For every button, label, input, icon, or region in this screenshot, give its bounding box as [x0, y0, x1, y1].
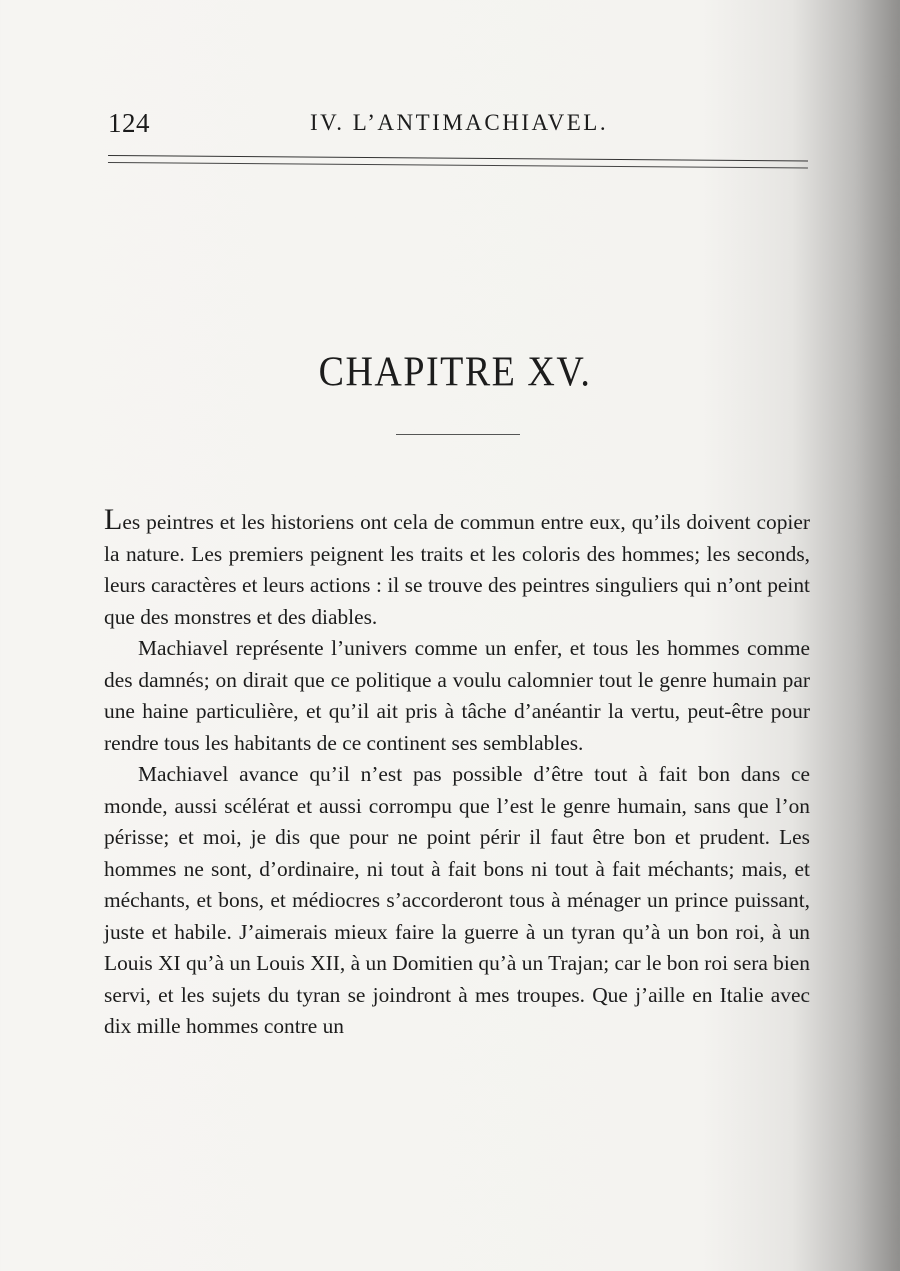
title-rule — [396, 434, 520, 435]
paragraph-3: Machiavel avance qu’il n’est pas possible d’être tout à fait bon dans ce monde, aussi scélérat et aussi corrompu que l’est le genre humain, sans que l’on périsse; et moi, je dis que pour ne point périr il faut être bon et prudent. Les hommes ne sont, d’ordinaire, ni tout à fait bons ni tout à fait méchants; mais, et méchants, et bons, et médiocres s’accorderont tous à ménager un prince puissant, juste et habile. J’aimerais mieux faire la guerre à un tyran qu’à un bon roi, à un Louis XI qu’à un Louis XII, à un Domitien qu’à un Trajan; car le bon roi sera bien servi, et les sujets du tyran se joindront à mes troupes. Que j’aille en Italie avec dix mille hommes contre un — [104, 762, 810, 1038]
paragraph-1-text: es peintres et les historiens ont cela de commun entre eux, qu’ils doivent copier la nature. Les premiers peignent les traits et les coloris des hommes; les seconds, leurs caractères et leurs actions : il se trouve des peintres singuliers qui n’ont peint que des monstres et des diables. — [104, 510, 810, 629]
page-number: 124 — [108, 108, 150, 138]
header-rule — [108, 155, 808, 168]
chapter-title: CHAPITRE XV. — [318, 348, 592, 396]
paragraph-1 — [104, 504, 810, 633]
running-head: IV. L’ANTIMACHIAVEL. — [310, 110, 609, 135]
paragraph-2: Machiavel représente l’univers comme un enfer, et tous les hommes comme des damnés; on dirait que ce politique a voulu calomnier tout le genre humain par une haine particulière, et qu’il ait pris à tâche d’anéantir la vertu, peut-être pour rendre tous les habitants de ce continent ses semblables. — [104, 636, 810, 755]
drop-initial: L — [104, 503, 123, 536]
body-text — [104, 504, 810, 1043]
